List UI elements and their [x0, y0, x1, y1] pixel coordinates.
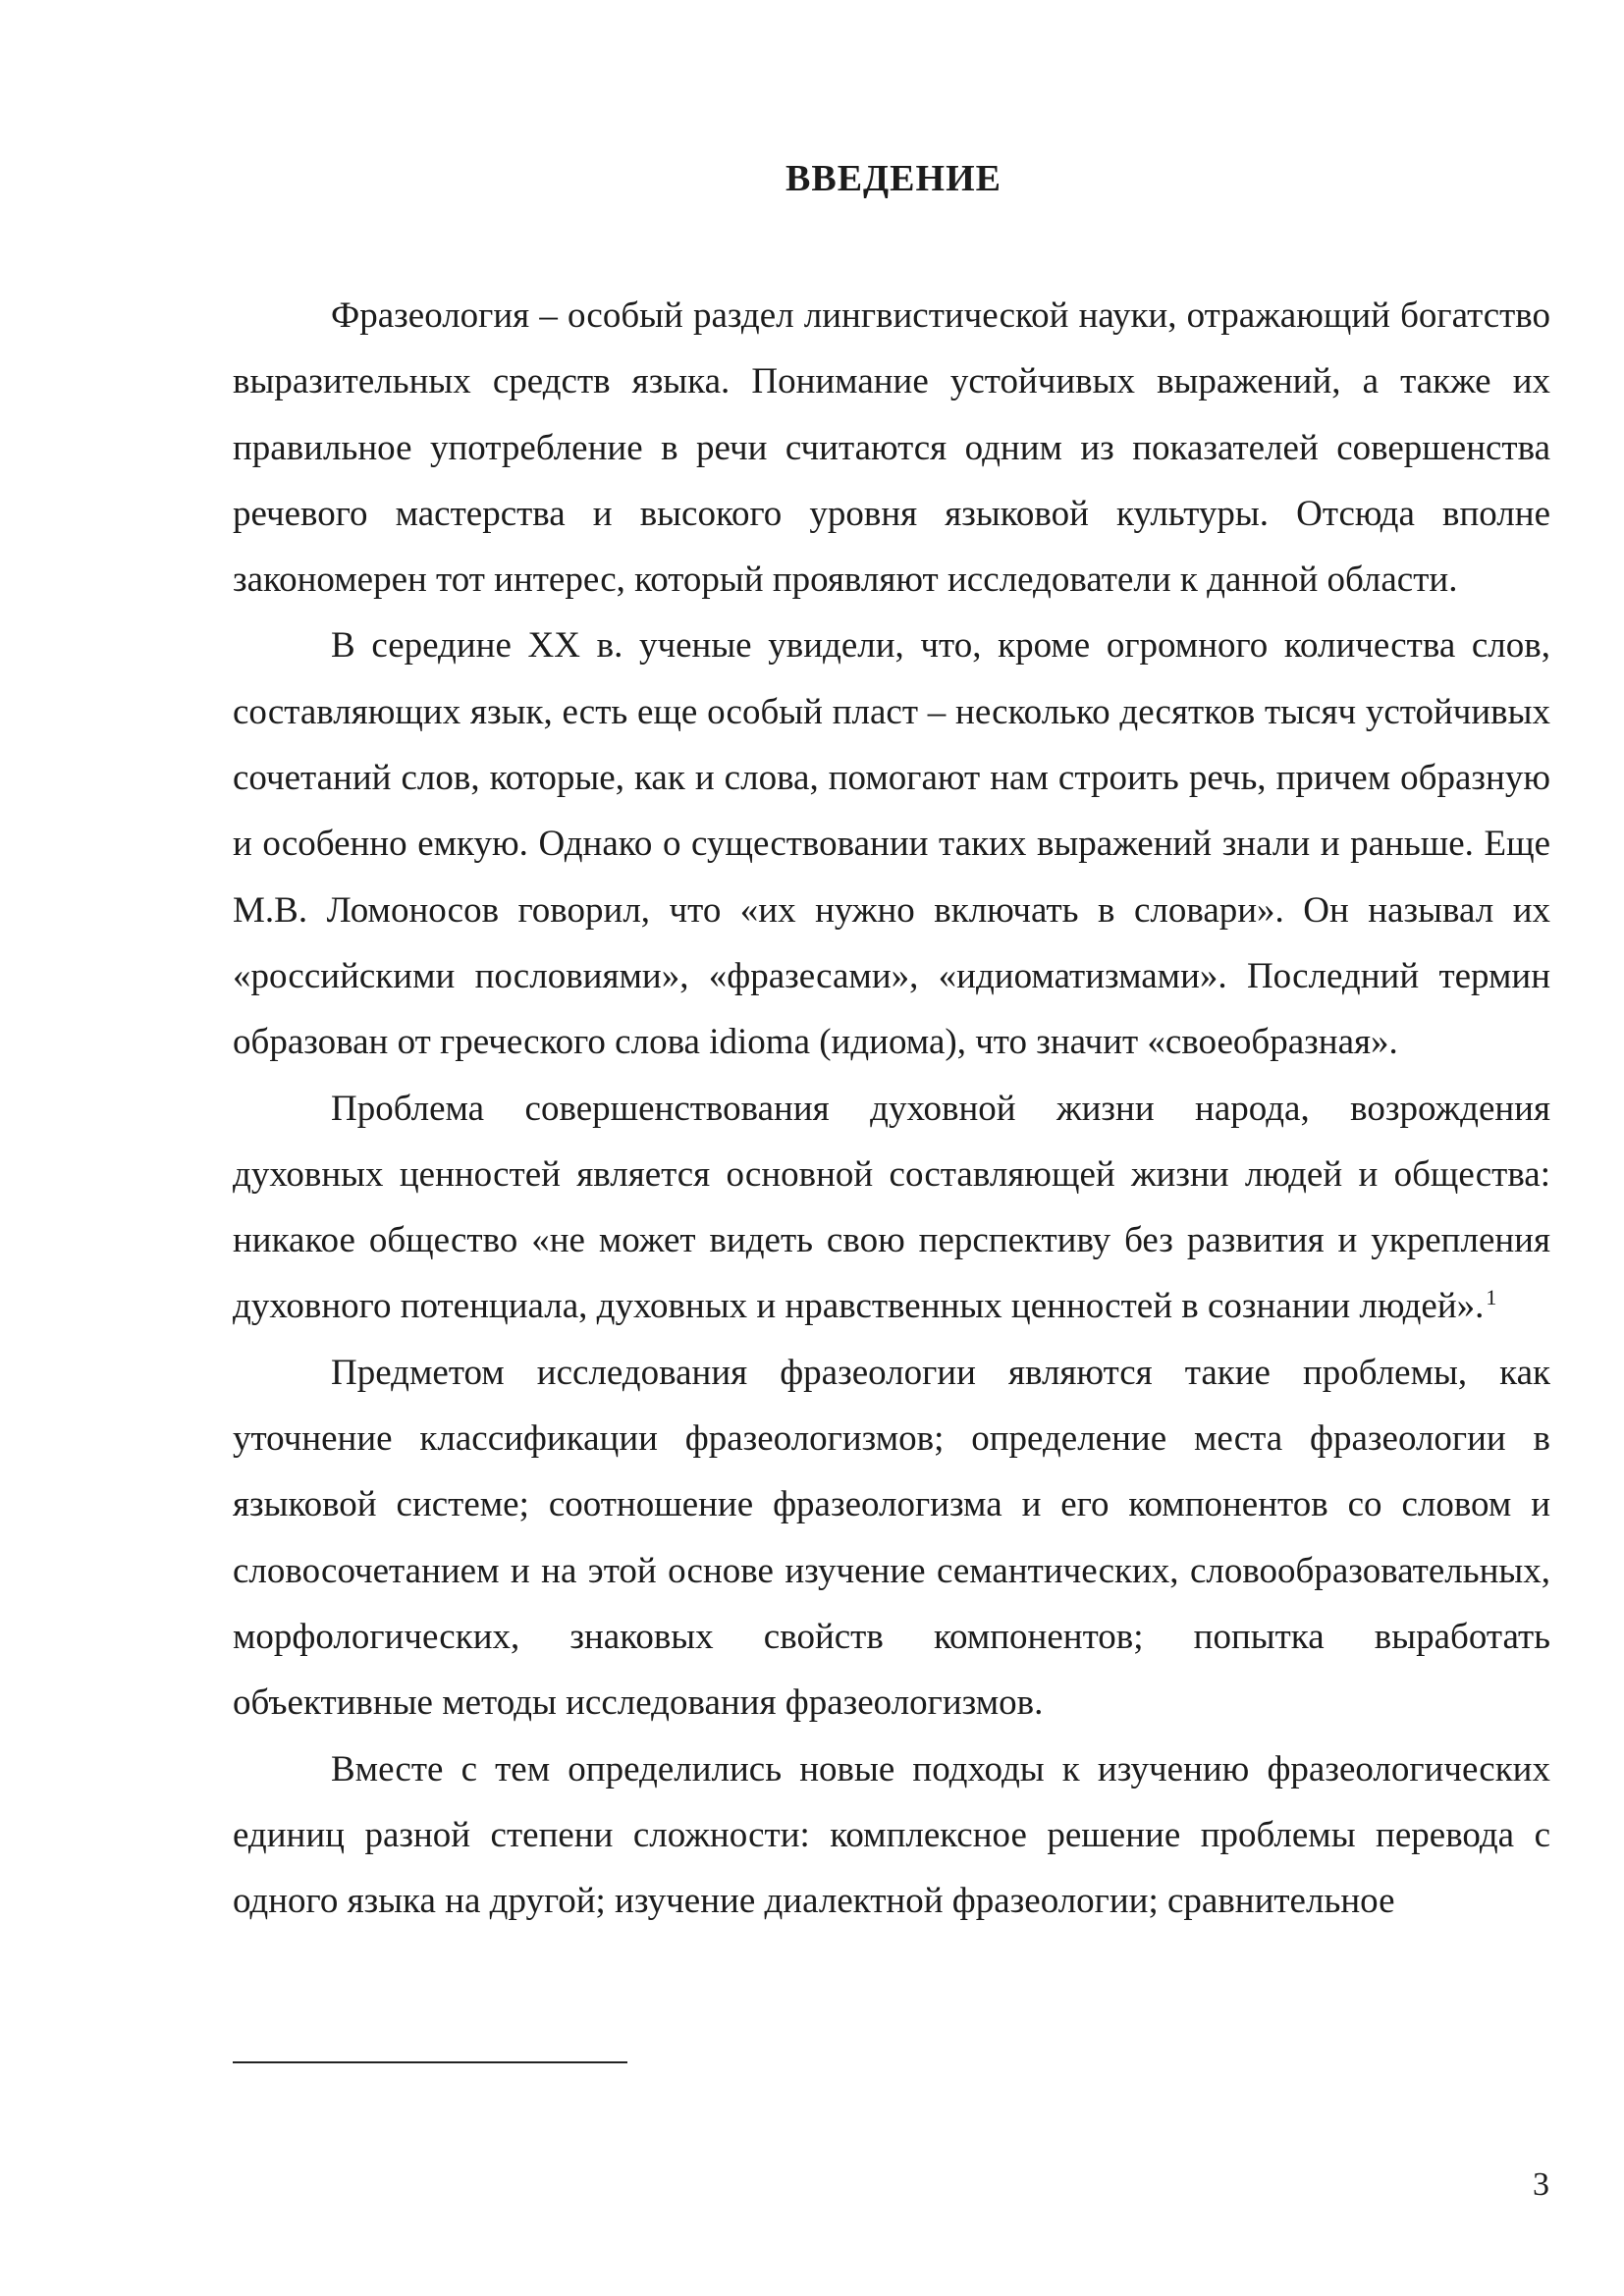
paragraph-3	[233, 1076, 1550, 1340]
paragraph-4: Предметом исследования фразеологии являются такие проблемы, как уточнение классификации фразеологизмов; определение места фразеологии в языковой системе; соотношение фразеологизма и его компонентов со словом и словосочетанием и на этой основе изучение семантических, словообразовательных, морфологических, знаковых свойств компонентов; попытка выработать объективные методы исследования фразеологизмов.	[233, 1352, 1550, 1724]
page-number: 3	[1533, 2166, 1549, 2203]
footnote-separator	[233, 2061, 627, 2063]
page-title: ВВЕДЕНИЕ	[785, 158, 1001, 199]
paragraph-1: Фразеология – особый раздел лингвистической науки, отражающий богатство выразительных средств языка. Понимание устойчивых выражений, а также их правильное употребление в речи считаются одним из показателей совершенства речевого мастерства и высокого уровня языковой культуры. Отсюда вполне закономерен тот интерес, который проявляют исследователи к данной области.	[233, 295, 1550, 601]
paragraph-3-text: Проблема совершенствования духовной жизни народа, возрождения духовных ценностей является основной составляющей жизни людей и общества: никакое общество «не может видеть свою перспективу без развития и укрепления духовного потенциала, духовных и нравственных ценностей в сознании людей».	[233, 1088, 1550, 1327]
paragraph-2: В середине ХХ в. ученые увидели, что, кроме огромного количества слов, составляющих язык, есть еще особый пласт – несколько десятков тысяч устойчивых сочетаний слов, которые, как и слова, помогают нам строить речь, причем образную и особенно емкую. Однако о существовании таких выражений знали и раньше. Еще М.В. Ломоносов говорил, что «их нужно включать в словари». Он называл их «российскими пословиями», «фразесами», «идиоматизмами». Последний термин образован от греческого слова idioma (идиома), что значит «своеобразная».	[233, 625, 1550, 1063]
body-text	[233, 283, 1550, 1934]
footnote-reference: 1	[1486, 1285, 1497, 1310]
paragraph-5: Вместе с тем определились новые подходы к изучению фразеологических единиц разной степени сложности: комплексное решение проблемы перевода с одного языка на другой; изучение диалектной фразеологии; сравнительное	[233, 1748, 1550, 1922]
